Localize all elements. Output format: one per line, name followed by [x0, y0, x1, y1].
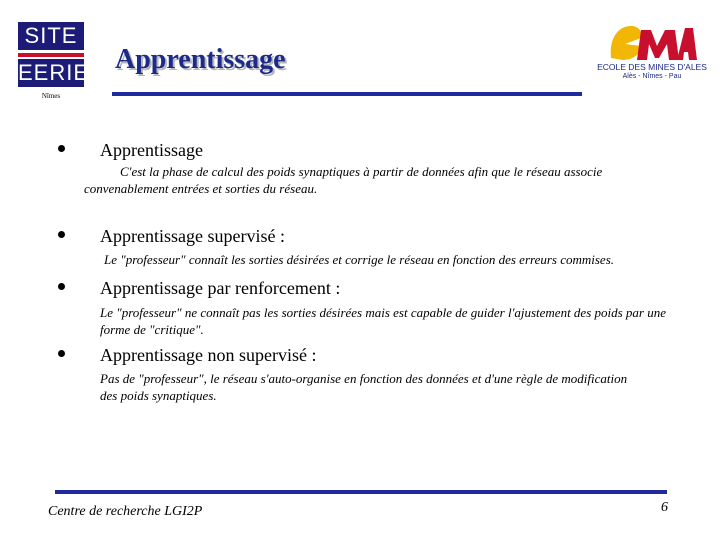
page-title: Apprentissage — [115, 44, 286, 75]
page-number: 6 — [661, 500, 668, 515]
school-campuses: Alès - Nîmes - Pau — [622, 73, 682, 80]
item-description: Pas de "professeur", le réseau s'auto-organise en fonction des données et d'une règle de modification des poids synaptiques. — [100, 371, 628, 403]
item-heading: Apprentissage — [100, 140, 203, 160]
item-description: Le "professeur" connaît les sorties désirées et corrige le réseau en fonction des erreurs commises. — [104, 252, 615, 267]
item-heading: Apprentissage par renforcement : — [100, 278, 341, 298]
footer-rule — [55, 490, 667, 494]
bullet-icon — [58, 231, 65, 238]
title-underline — [112, 92, 582, 96]
logo-city: Nîmes — [41, 92, 61, 100]
school-name: ECOLE DES MINES D'ALES — [597, 62, 707, 72]
logo-line-2: EERIE — [18, 60, 90, 85]
ema-mark-icon — [607, 22, 697, 62]
bullet-icon — [58, 350, 65, 357]
ecole-des-mines-logo — [593, 22, 711, 84]
item-heading: Apprentissage supervisé : — [100, 226, 285, 246]
footer-label: Centre de recherche LGI2P — [48, 504, 203, 519]
logo-red-bar — [18, 53, 84, 57]
item-heading: Apprentissage non supervisé : — [100, 345, 317, 365]
item-description: C'est la phase de calcul des poids synaptiques à partir de données afin que le réseau associe convenablement entrées et sorties du réseau. — [84, 164, 603, 196]
bullet-icon — [58, 145, 65, 152]
item-description: Le "professeur" ne connaît pas les sorties désirées mais est capable de guider l'ajustement des poids par une forme de "critique". — [100, 305, 667, 337]
site-eerie-logo — [18, 22, 88, 100]
bullet-icon — [58, 283, 65, 290]
logo-line-1: SITE — [24, 23, 78, 48]
